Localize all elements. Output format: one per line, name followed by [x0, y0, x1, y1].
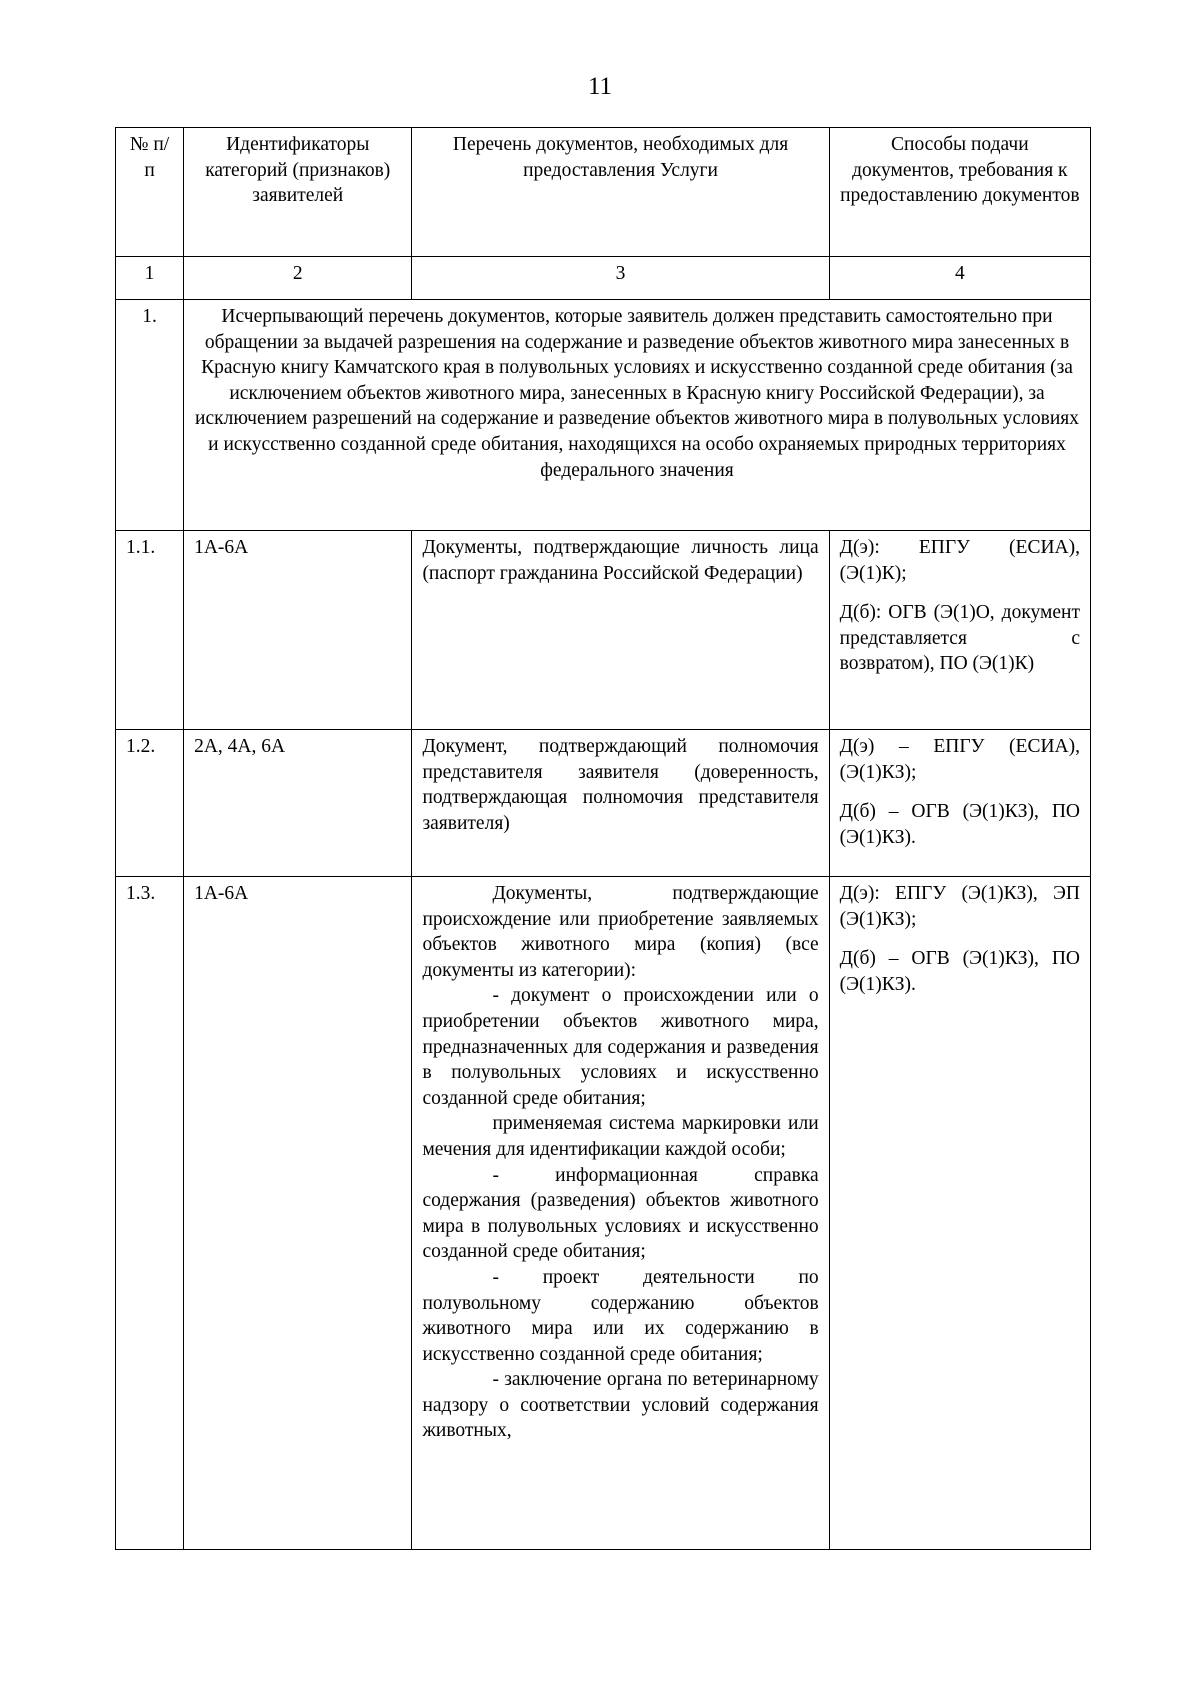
row-ids: 2А, 4А, 6А — [184, 730, 412, 877]
header-methods: Способы подачи документов, требования к предоставлению документов — [829, 128, 1090, 257]
row-docs — [412, 877, 829, 1550]
table-row — [116, 531, 1091, 730]
method-paragraph: Д(э): ЕПГУ (Э(1)КЗ), ЭП (Э(1)КЗ); — [839, 883, 1080, 930]
table-row — [116, 730, 1091, 877]
doc-paragraph: - заключение органа по ветеринарному надзору о соответствии условий содержания животных, — [422, 1369, 819, 1442]
table-row — [116, 877, 1091, 1550]
method-paragraph: Д(б): ОГВ (Э(1)О, документ представляется с возвратом), ПО (Э(1)К) — [839, 602, 1080, 675]
column-number: 2 — [184, 257, 412, 300]
column-number: 3 — [412, 257, 829, 300]
section-row — [116, 300, 1091, 531]
row-ids: 1А-6А — [184, 531, 412, 730]
row-num: 1.1. — [116, 531, 184, 730]
row-ids: 1А-6А — [184, 877, 412, 1550]
method-paragraph: Д(э) – ЕПГУ (ЕСИА), (Э(1)КЗ); — [839, 736, 1080, 783]
row-num: 1.3. — [116, 877, 184, 1550]
doc-paragraph: - информационная справка содержания (разведения) объектов животного мира в полувольных условиях и искусственно созданной среде обитания; — [422, 1164, 819, 1263]
row-methods — [829, 730, 1090, 877]
row-methods — [829, 877, 1090, 1550]
section-num: 1. — [116, 300, 184, 531]
header-docs: Перечень документов, необходимых для предоставления Услуги — [412, 128, 829, 257]
header-ids: Идентификаторы категорий (признаков) заявителей — [184, 128, 412, 257]
section-title: Исчерпывающий перечень документов, которые заявитель должен представить самостоятельно при обращении за выдачей разрешения на содержание и разведение объектов животного мира занесенных в Красную книгу Камчатского края в полувольных условиях и искусственно созданной среде обитания (за исключением объектов животного мира, занесенных в Красную книгу Российской Федерации), за исключением разрешений на содержание и разведение объектов животного мира в полувольных условиях и искусственно созданной среде обитания, находящихся на особо охраняемых природных территориях федерального значения — [184, 300, 1091, 531]
doc-paragraph: - документ о происхождении или о приобретении объектов животного мира, предназначенных для содержания и разведения в полувольных условиях и искусственно созданной среде обитания; — [422, 985, 819, 1109]
column-number: 4 — [829, 257, 1090, 300]
header-num: № п/п — [116, 128, 184, 257]
row-num: 1.2. — [116, 730, 184, 877]
method-paragraph: Д(э): ЕПГУ (ЕСИА), (Э(1)К); — [839, 537, 1080, 584]
row-methods — [829, 531, 1090, 730]
method-paragraph: Д(б) – ОГВ (Э(1)КЗ), ПО (Э(1)КЗ). — [839, 801, 1080, 848]
doc-paragraph: применяемая система маркировки или мечения для идентификации каждой особи; — [422, 1113, 819, 1160]
page-number: 11 — [587, 73, 613, 100]
column-number-row — [116, 257, 1091, 300]
row-docs — [412, 730, 829, 877]
documents-table — [115, 127, 1091, 1550]
doc-paragraph: Документ, подтверждающий полномочия представителя заявителя (доверенность, подтверждающая полномочия представителя заявителя) — [422, 736, 819, 834]
doc-paragraph: Документы, подтверждающие личность лица (паспорт гражданина Российской Федерации) — [422, 537, 819, 584]
row-docs — [412, 531, 829, 730]
column-number: 1 — [116, 257, 184, 300]
doc-paragraph: Документы, подтверждающие происхождение или приобретение заявляемых объектов животного мира (копия) (все документы из категории): — [422, 883, 819, 981]
table-header-row — [116, 128, 1091, 257]
method-paragraph: Д(б) – ОГВ (Э(1)КЗ), ПО (Э(1)КЗ). — [839, 948, 1080, 995]
doc-paragraph: - проект деятельности по полувольному содержанию объектов животного мира или их содержанию в искусственно созданной среде обитания; — [422, 1266, 819, 1365]
